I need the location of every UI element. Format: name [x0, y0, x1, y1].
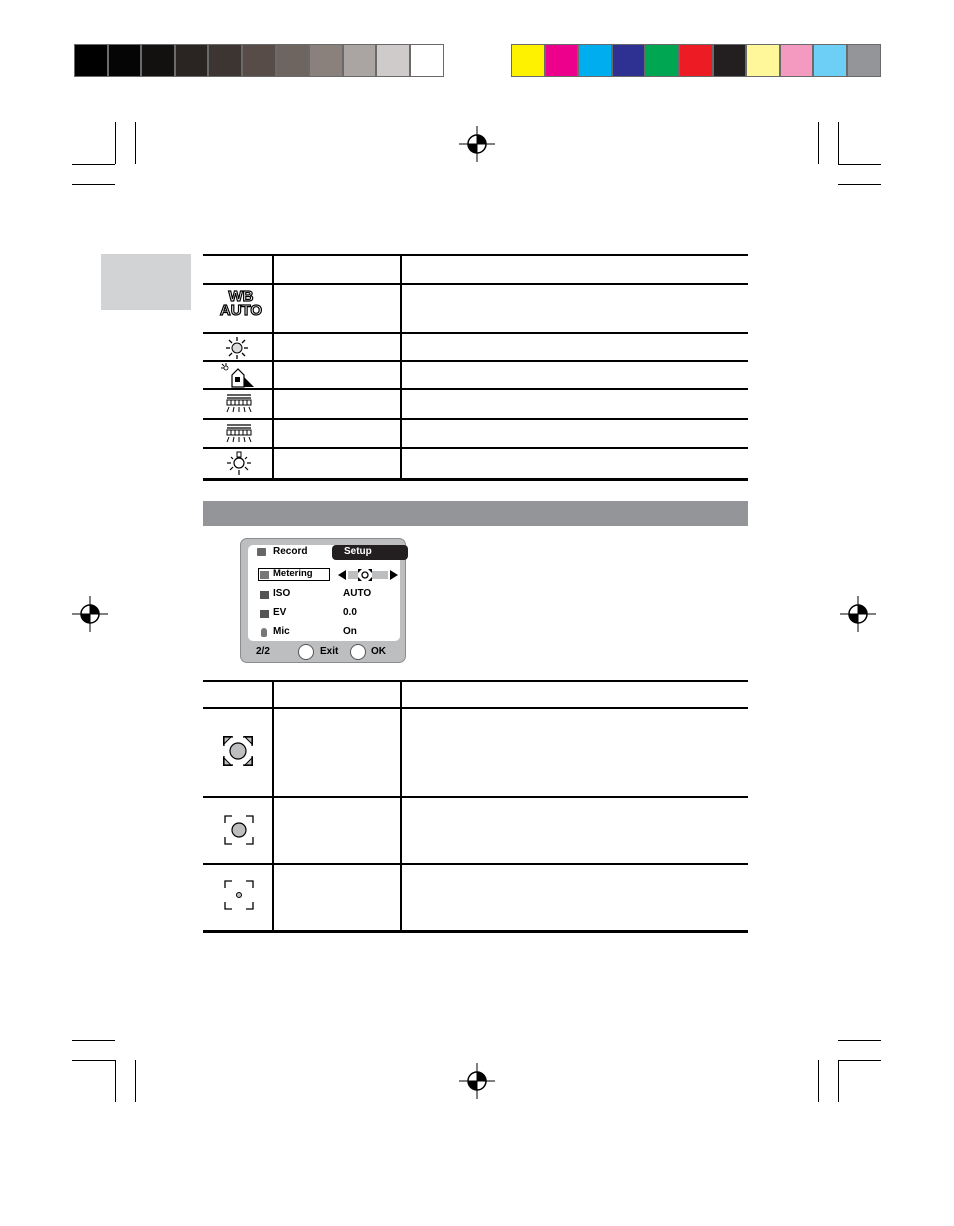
color-swatch — [141, 44, 175, 77]
center-weighted-metering-icon — [224, 815, 254, 845]
spot-metering-icon — [224, 880, 254, 910]
tab-setup[interactable] — [332, 545, 408, 560]
chapter-tab — [101, 254, 191, 310]
section-heading-bar — [203, 501, 748, 526]
wb-auto-icon — [219, 290, 263, 318]
registration-target-icon — [459, 1063, 495, 1099]
ev-label: EV — [273, 607, 287, 618]
wb-auto-line2: AUTO — [219, 302, 263, 319]
iso-value[interactable]: AUTO — [343, 588, 372, 599]
registration-target-icon — [840, 596, 876, 632]
multi-metering-icon — [358, 569, 372, 581]
ev-value[interactable]: 0.0 — [343, 607, 357, 618]
registration-target-icon — [72, 596, 108, 632]
camera-lcd-screen — [248, 545, 400, 641]
microphone-icon — [261, 628, 267, 637]
color-swatch — [108, 44, 142, 77]
shade-house-icon — [220, 363, 256, 389]
iso-label: ISO — [273, 588, 291, 599]
fluorescent-2-icon — [224, 424, 254, 444]
color-swatch — [74, 44, 108, 77]
exit-label[interactable]: Exit — [320, 646, 339, 657]
arrow-left-icon[interactable] — [338, 570, 346, 580]
color-swatch — [847, 44, 881, 77]
color-swatch — [545, 44, 579, 77]
mic-label: Mic — [273, 626, 290, 637]
tungsten-bulb-icon — [226, 451, 252, 477]
metering-value-slider[interactable] — [336, 569, 398, 581]
fluorescent-1-icon — [224, 394, 254, 414]
color-swatch — [746, 44, 780, 77]
color-swatch — [242, 44, 276, 77]
color-swatch — [208, 44, 242, 77]
color-swatch — [276, 44, 310, 77]
sun-icon — [226, 337, 248, 359]
tab-record[interactable]: Record — [273, 546, 308, 557]
exit-button-icon[interactable] — [298, 644, 314, 660]
color-swatch — [175, 44, 209, 77]
color-swatch — [343, 44, 377, 77]
color-swatch — [612, 44, 646, 77]
color-swatch — [679, 44, 713, 77]
color-swatch — [713, 44, 747, 77]
tab-setup-label: Setup — [344, 546, 372, 557]
arrow-right-icon[interactable] — [390, 570, 398, 580]
mic-value[interactable]: On — [343, 626, 357, 637]
color-swatch — [645, 44, 679, 77]
wb-auto-line1: WB — [228, 288, 254, 305]
color-swatch — [780, 44, 814, 77]
metering-label: Metering — [273, 568, 313, 579]
color-swatch — [511, 44, 545, 77]
color-swatch — [376, 44, 410, 77]
iso-icon — [260, 591, 269, 599]
page-indicator: 2/2 — [256, 646, 270, 657]
multi-metering-icon — [223, 736, 253, 766]
metering-row-icon — [260, 571, 269, 579]
color-swatch — [578, 44, 612, 77]
ok-button-icon[interactable] — [350, 644, 366, 660]
camera-icon — [257, 548, 266, 556]
color-swatch — [813, 44, 847, 77]
color-swatch — [309, 44, 343, 77]
registration-target-icon — [459, 126, 495, 162]
ev-icon — [260, 610, 269, 618]
ok-label[interactable]: OK — [371, 646, 386, 657]
color-swatch — [410, 44, 444, 77]
camera-lcd-menu — [240, 538, 406, 663]
